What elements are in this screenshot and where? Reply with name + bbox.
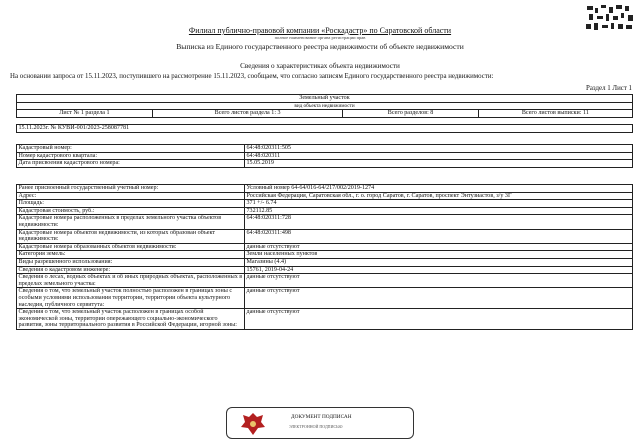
field-label: Адрес: <box>17 192 245 200</box>
table-row <box>17 288 633 309</box>
issuer-organization: Филиал публично-правовой компании «Роскадастр» по Саратовской области <box>188 26 452 35</box>
field-value: 64:48:020311:728 <box>245 215 633 229</box>
field-value: данные отсутствуют <box>245 288 633 309</box>
table-row <box>17 215 633 229</box>
field-label: Кадастровые номера образованных объектов недвижимости: <box>17 243 245 251</box>
field-label: Ранее присвоенный государственный учетный номер: <box>17 185 245 193</box>
section-title: Сведения о характеристиках объекта недвижимости <box>240 62 400 70</box>
document-title: Выписка из Единого государственного реестра недвижимости об объекте недвижимости <box>176 42 464 51</box>
field-value: 64:48:020311:498 <box>245 229 633 243</box>
field-label: Сведения о том, что земельный участок полностью расположен в границах зоны с особыми условиями использования территории, территории объекта культурного наследия, публичного сервитута: <box>17 288 245 309</box>
signature-stamp <box>226 407 414 439</box>
sheet-label: Раздел 1 Лист 1 <box>586 85 632 92</box>
field-label: Сведения о лесах, водных объектах и об иных природных объектах, расположенных в пределах земельного участка: <box>17 274 245 288</box>
characteristics-table <box>16 184 633 330</box>
field-label: Площадь: <box>17 200 245 208</box>
field-value: данные отсутствуют <box>245 309 633 330</box>
request-reference-table <box>16 124 633 133</box>
table-row <box>17 207 633 215</box>
basis-statement: На основании запроса от 15.11.2023, поступившего на рассмотрение 15.11.2023, сообщаем, что согласно записям Единого государственного реестра недвижимости: <box>10 73 494 80</box>
field-value: 64:48:020311:505 <box>245 145 633 153</box>
field-label: Сведения о кадастровом инженере: <box>17 266 245 274</box>
field-value: 15.05.2019 <box>245 160 633 168</box>
field-value: 64:48:020311 <box>245 152 633 160</box>
table-row <box>17 266 633 274</box>
field-value: Условный номер 64-64/016-64/217/002/2019-1274 <box>245 185 633 193</box>
field-value: 732112.85 <box>245 207 633 215</box>
request-reference: 15.11.2023г. № КУВИ-001/2023-258087781 <box>17 125 633 133</box>
table-row <box>17 229 633 243</box>
field-label: Кадастровый номер: <box>17 145 245 153</box>
field-label: Номер кадастрового квартала: <box>17 152 245 160</box>
section-count: Всего разделов: 8 <box>343 110 478 117</box>
field-label: Дата присвоения кадастрового номера: <box>17 160 245 168</box>
coat-of-arms-icon <box>239 411 267 437</box>
stamp-subtitle: ЭЛЕКТРОННОЙ ПОДПИСЬЮ <box>289 424 343 429</box>
table-row <box>17 160 633 168</box>
section-sheet-count: Всего листов раздела 1: 3 <box>152 110 343 117</box>
object-type-caption: вид объекта недвижимости <box>17 102 633 110</box>
field-value: Российская Федерация, Саратовская обл., г. о. город Саратов, г. Саратов, проспект Энтузиастов, з/у 3Г <box>245 192 633 200</box>
table-row <box>17 185 633 193</box>
field-label: Кадастровые номера расположенных в пределах земельного участка объектов недвижимости: <box>17 215 245 229</box>
field-value: Магазины (4.4) <box>245 258 633 266</box>
field-label: Сведения о том, что земельный участок расположен в границах особой экономической зоны, территории опережающего социально-экономического развития, зоны территориального развития в Российской Федерации, игорной зоны: <box>17 309 245 330</box>
table-row <box>17 145 633 153</box>
object-type: Земельный участок <box>17 95 633 103</box>
sheet-number: Лист № 1 раздела 1 <box>17 110 152 117</box>
table-row <box>17 274 633 288</box>
cadastral-table <box>16 144 633 168</box>
field-value: Земли населенных пунктов <box>245 251 633 259</box>
field-value: 15761, 2019-04-24 <box>245 266 633 274</box>
table-row <box>17 152 633 160</box>
field-value: данные отсутствуют <box>245 274 633 288</box>
field-label: Кадастровая стоимость, руб.: <box>17 207 245 215</box>
stamp-title: ДОКУМЕНТ ПОДПИСАН <box>291 414 352 420</box>
table-row <box>17 309 633 330</box>
issuer-caption: полное наименование органа регистрации прав <box>274 35 366 40</box>
field-value: данные отсутствуют <box>245 243 633 251</box>
table-row <box>17 243 633 251</box>
total-sheet-count: Всего листов выписки: 11 <box>521 110 589 117</box>
object-type-table <box>16 94 633 118</box>
field-label: Кадастровые номера объектов недвижимости, из которых образован объект недвижимости: <box>17 229 245 243</box>
table-row <box>17 200 633 208</box>
field-label: Категория земель: <box>17 251 245 259</box>
table-row <box>17 192 633 200</box>
table-row <box>17 251 633 259</box>
field-value: 371 +/- 6.74 <box>245 200 633 208</box>
field-label: Виды разрешенного использования: <box>17 258 245 266</box>
table-row <box>17 258 633 266</box>
